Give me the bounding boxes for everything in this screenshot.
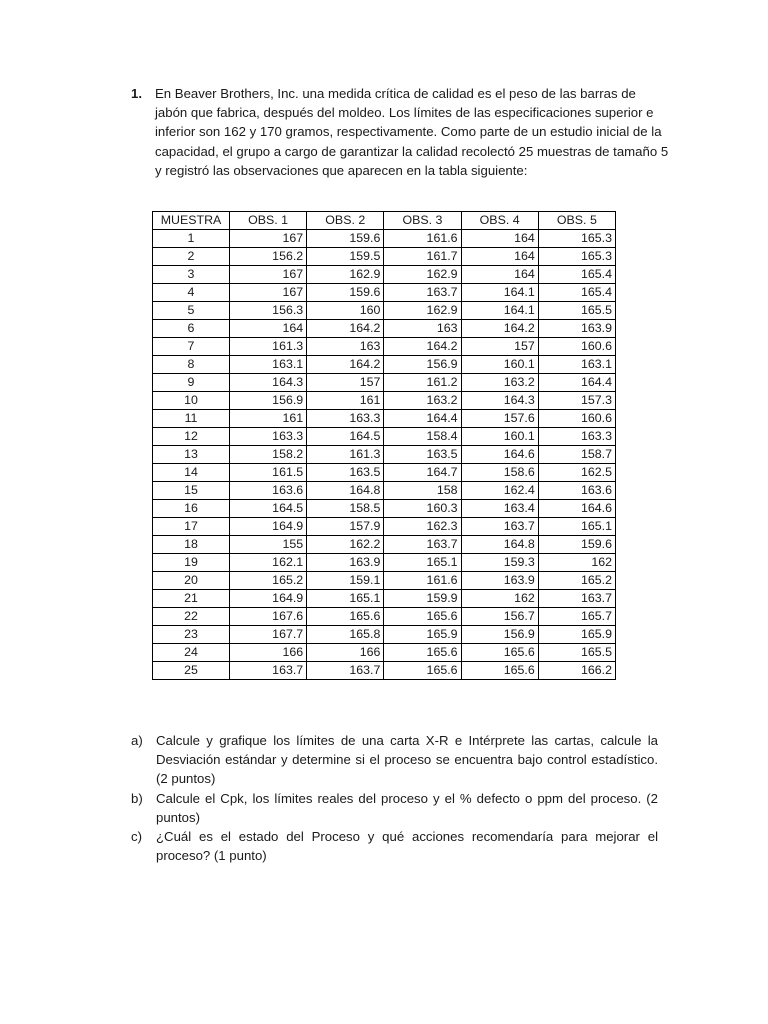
cell-muestra: 9 [153,374,230,392]
table-row [153,572,616,590]
cell-obs-2: 162.9 [307,266,384,284]
cell-obs-3: 158 [384,482,461,500]
cell-obs-3: 164.2 [384,338,461,356]
cell-obs-1: 163.1 [230,356,307,374]
cell-obs-4: 158.6 [461,464,538,482]
cell-obs-1: 166 [230,644,307,662]
cell-obs-4: 163.2 [461,374,538,392]
cell-obs-4: 164.6 [461,446,538,464]
cell-obs-2: 165.1 [307,590,384,608]
cell-obs-3: 162.9 [384,266,461,284]
cell-obs-5: 160.6 [538,338,615,356]
cell-obs-1: 164.9 [230,590,307,608]
cell-obs-1: 161.5 [230,464,307,482]
cell-obs-4: 160.1 [461,428,538,446]
cell-obs-1: 165.2 [230,572,307,590]
cell-muestra: 3 [153,266,230,284]
cell-obs-1: 155 [230,536,307,554]
table-row [153,374,616,392]
cell-muestra: 10 [153,392,230,410]
cell-muestra: 20 [153,572,230,590]
observations-table [152,211,616,680]
cell-obs-5: 160.6 [538,410,615,428]
table-row [153,266,616,284]
cell-obs-4: 164 [461,266,538,284]
cell-obs-5: 165.3 [538,248,615,266]
cell-obs-5: 163.9 [538,320,615,338]
table-row [153,320,616,338]
cell-obs-2: 159.6 [307,284,384,302]
header-obs-5: OBS. 5 [538,212,615,230]
cell-muestra: 17 [153,518,230,536]
cell-muestra: 7 [153,338,230,356]
question-text: Calcule el Cpk, los límites reales del proceso y el % defecto o ppm del proceso. (2 puntos) [156,790,658,825]
table-header-row [153,212,616,230]
cell-obs-4: 156.7 [461,608,538,626]
cell-muestra: 25 [153,662,230,680]
cell-obs-3: 165.6 [384,644,461,662]
cell-muestra: 2 [153,248,230,266]
cell-obs-4: 165.6 [461,644,538,662]
table-row [153,662,616,680]
cell-obs-3: 163.5 [384,446,461,464]
cell-obs-3: 162.9 [384,302,461,320]
cell-obs-4: 164.1 [461,302,538,320]
table-row [153,464,616,482]
cell-obs-2: 159.6 [307,230,384,248]
cell-obs-2: 159.5 [307,248,384,266]
cell-obs-5: 163.6 [538,482,615,500]
cell-obs-5: 162.5 [538,464,615,482]
cell-muestra: 13 [153,446,230,464]
table-row [153,392,616,410]
cell-obs-5: 164.6 [538,500,615,518]
cell-obs-4: 164.3 [461,392,538,410]
cell-obs-5: 158.7 [538,446,615,464]
cell-obs-1: 164.9 [230,518,307,536]
cell-obs-5: 165.3 [538,230,615,248]
cell-muestra: 14 [153,464,230,482]
cell-obs-4: 159.3 [461,554,538,572]
cell-obs-5: 165.5 [538,302,615,320]
cell-obs-2: 164.5 [307,428,384,446]
cell-obs-5: 165.9 [538,626,615,644]
cell-obs-4: 164 [461,248,538,266]
cell-obs-5: 165.4 [538,266,615,284]
cell-obs-5: 165.2 [538,572,615,590]
question-text: ¿Cuál es el estado del Proceso y qué acciones recomendaría para mejorar el proceso? (1 punto) [156,829,658,864]
cell-obs-1: 167 [230,284,307,302]
cell-muestra: 15 [153,482,230,500]
cell-obs-1: 156.9 [230,392,307,410]
table-row [153,554,616,572]
table-row [153,626,616,644]
cell-muestra: 21 [153,590,230,608]
cell-obs-5: 162 [538,554,615,572]
table-row [153,608,616,626]
cell-muestra: 6 [153,320,230,338]
cell-muestra: 12 [153,428,230,446]
cell-obs-2: 161.3 [307,446,384,464]
cell-obs-3: 164.7 [384,464,461,482]
cell-muestra: 23 [153,626,230,644]
table-row [153,644,616,662]
questions-list [131,731,658,865]
cell-obs-4: 164.8 [461,536,538,554]
table-row [153,446,616,464]
cell-obs-2: 164.2 [307,356,384,374]
cell-muestra: 1 [153,230,230,248]
cell-obs-3: 161.6 [384,230,461,248]
header-obs-3: OBS. 3 [384,212,461,230]
cell-obs-3: 163 [384,320,461,338]
header-obs-2: OBS. 2 [307,212,384,230]
question-label: c) [131,829,142,845]
cell-obs-3: 165.6 [384,608,461,626]
cell-obs-3: 156.9 [384,356,461,374]
table-row [153,338,616,356]
cell-obs-5: 165.5 [538,644,615,662]
question-b [131,789,658,827]
cell-obs-3: 161.7 [384,248,461,266]
cell-obs-4: 163.7 [461,518,538,536]
cell-obs-2: 157.9 [307,518,384,536]
question-a [131,731,658,789]
table-row [153,590,616,608]
cell-obs-2: 160 [307,302,384,320]
cell-obs-1: 156.2 [230,248,307,266]
cell-obs-3: 163.2 [384,392,461,410]
cell-obs-2: 165.8 [307,626,384,644]
table-row [153,284,616,302]
cell-obs-2: 166 [307,644,384,662]
cell-obs-1: 167 [230,230,307,248]
cell-obs-1: 163.6 [230,482,307,500]
cell-obs-3: 159.9 [384,590,461,608]
cell-obs-1: 162.1 [230,554,307,572]
table-row [153,248,616,266]
cell-obs-2: 159.1 [307,572,384,590]
cell-obs-2: 163.7 [307,662,384,680]
table-row [153,410,616,428]
cell-obs-3: 165.1 [384,554,461,572]
cell-obs-4: 163.9 [461,572,538,590]
table-row [153,518,616,536]
cell-obs-5: 159.6 [538,536,615,554]
problem-statement [131,84,671,180]
cell-obs-3: 161.6 [384,572,461,590]
cell-obs-4: 162 [461,590,538,608]
cell-obs-1: 164.3 [230,374,307,392]
cell-muestra: 19 [153,554,230,572]
table-row [153,302,616,320]
cell-obs-4: 163.4 [461,500,538,518]
cell-obs-4: 164.1 [461,284,538,302]
cell-obs-2: 161 [307,392,384,410]
cell-obs-5: 165.4 [538,284,615,302]
cell-obs-3: 158.4 [384,428,461,446]
cell-obs-4: 160.1 [461,356,538,374]
cell-obs-4: 165.6 [461,662,538,680]
cell-obs-2: 158.5 [307,500,384,518]
cell-obs-1: 167.6 [230,608,307,626]
cell-obs-1: 156.3 [230,302,307,320]
table-row [153,428,616,446]
table-row [153,230,616,248]
cell-obs-5: 164.4 [538,374,615,392]
cell-muestra: 4 [153,284,230,302]
cell-obs-5: 165.1 [538,518,615,536]
cell-muestra: 8 [153,356,230,374]
cell-obs-1: 161.3 [230,338,307,356]
problem-number: 1. [131,86,142,101]
cell-obs-3: 164.4 [384,410,461,428]
cell-obs-2: 165.6 [307,608,384,626]
cell-obs-5: 165.7 [538,608,615,626]
cell-obs-5: 166.2 [538,662,615,680]
problem-intro: En Beaver Brothers, Inc. una medida crítica de calidad es el peso de las barras de jabón que fabrica, después del moldeo. Los límites de las especificaciones superior e inferior son 162 y 170 gramos, respectivamente. Como parte de un estudio inicial de la capacidad, el grupo a cargo de garantizar la calidad recolectó 25 muestras de tamaño 5 y registró las observaciones que aparecen en la tabla siguiente: [155,86,669,178]
cell-obs-5: 157.3 [538,392,615,410]
cell-obs-4: 162.4 [461,482,538,500]
cell-obs-1: 158.2 [230,446,307,464]
cell-muestra: 18 [153,536,230,554]
header-obs-4: OBS. 4 [461,212,538,230]
cell-obs-1: 164.5 [230,500,307,518]
cell-muestra: 16 [153,500,230,518]
cell-obs-4: 157 [461,338,538,356]
cell-obs-4: 164.2 [461,320,538,338]
cell-obs-3: 162.3 [384,518,461,536]
cell-obs-4: 164 [461,230,538,248]
cell-obs-1: 163.3 [230,428,307,446]
header-muestra: MUESTRA [153,212,230,230]
cell-obs-2: 163.5 [307,464,384,482]
cell-obs-2: 157 [307,374,384,392]
cell-obs-5: 163.1 [538,356,615,374]
cell-obs-5: 163.7 [538,590,615,608]
cell-obs-2: 163.3 [307,410,384,428]
cell-obs-3: 165.9 [384,626,461,644]
cell-obs-1: 167.7 [230,626,307,644]
table-row [153,482,616,500]
table-row [153,536,616,554]
table-row [153,356,616,374]
question-label: a) [131,733,143,748]
cell-muestra: 24 [153,644,230,662]
cell-obs-4: 157.6 [461,410,538,428]
question-text: Calcule y grafique los límites de una carta X-R e Intérprete las cartas, calcule la Desviación estándar y determine si el proceso se encuentra bajo control estadístico. (2 puntos) [156,733,658,787]
cell-obs-3: 161.2 [384,374,461,392]
question-label: b) [131,790,143,806]
cell-obs-2: 163 [307,338,384,356]
cell-muestra: 11 [153,410,230,428]
cell-obs-1: 161 [230,410,307,428]
cell-obs-1: 167 [230,266,307,284]
cell-obs-2: 164.8 [307,482,384,500]
cell-obs-4: 156.9 [461,626,538,644]
cell-obs-2: 164.2 [307,320,384,338]
cell-obs-3: 160.3 [384,500,461,518]
cell-obs-5: 163.3 [538,428,615,446]
cell-muestra: 5 [153,302,230,320]
header-obs-1: OBS. 1 [230,212,307,230]
cell-obs-3: 163.7 [384,536,461,554]
cell-obs-1: 164 [230,320,307,338]
table-body [153,230,616,680]
cell-obs-3: 163.7 [384,284,461,302]
cell-obs-2: 162.2 [307,536,384,554]
cell-obs-2: 163.9 [307,554,384,572]
cell-muestra: 22 [153,608,230,626]
cell-obs-3: 165.6 [384,662,461,680]
cell-obs-1: 163.7 [230,662,307,680]
question-c [131,827,658,865]
table-row [153,500,616,518]
